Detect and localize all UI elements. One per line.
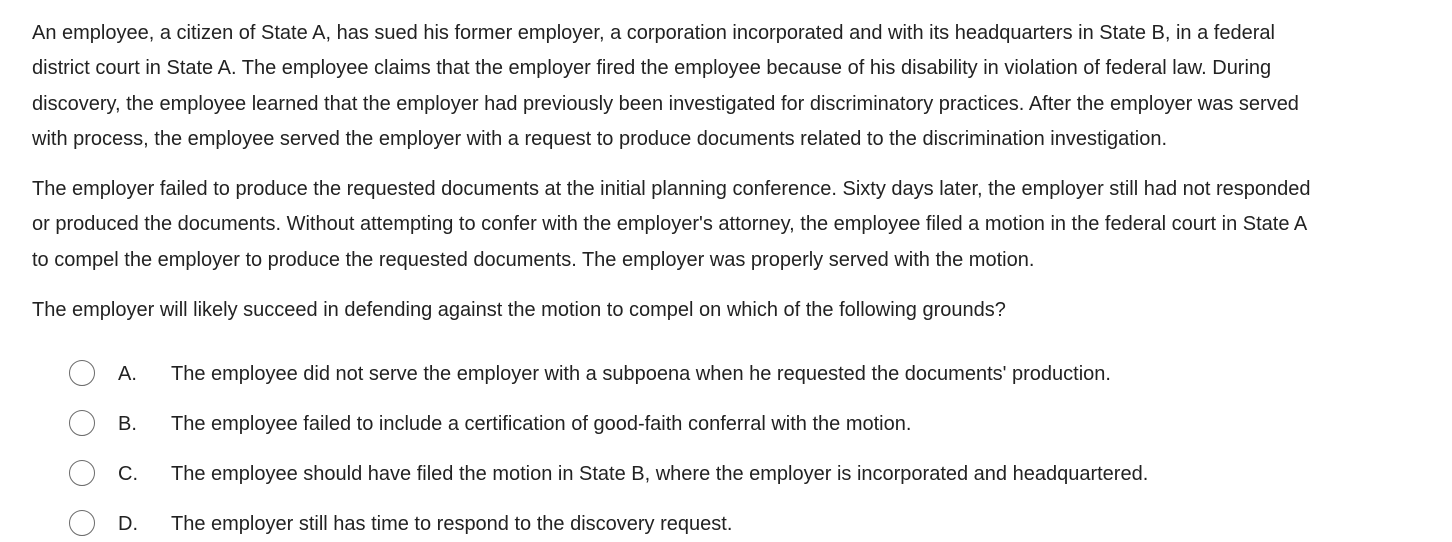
choice-letter: A.	[118, 363, 137, 385]
fact-line: discovery, the employee learned that the employer had previously been investigated for discriminatory practices. After the employer was served	[32, 92, 1299, 115]
fact-line: An employee, a citizen of State A, has sued his former employer, a corporation incorporated and with its headquarters in State B, in a federal	[32, 22, 1275, 44]
fact-line: or produced the documents. Without attempting to confer with the employer's attorney, the employee filed a motion in the federal court in State A	[32, 213, 1308, 236]
choice-text: The employee failed to include a certification of good-faith conferral with the motion.	[171, 413, 912, 435]
answer-choice-d[interactable]	[68, 506, 1368, 542]
radio-button-d[interactable]	[69, 510, 95, 536]
question-prompt	[32, 293, 1448, 328]
choice-letter: D.	[118, 513, 138, 535]
fact-paragraph-1	[32, 16, 1448, 157]
fact-line: district court in State A. The employee claims that the employer fired the employee because of his disability in violation of federal law. During	[32, 57, 1272, 80]
radio-button-c[interactable]	[69, 460, 95, 486]
radio-button-b[interactable]	[69, 410, 95, 436]
fact-line: The employer failed to produce the requested documents at the initial planning conference. Sixty days later, the employer still had not responded	[32, 178, 1311, 201]
choice-letter: C.	[118, 463, 138, 485]
choice-text: The employer still has time to respond to the discovery request.	[171, 513, 733, 535]
radio-button-a[interactable]	[69, 360, 95, 386]
question-stem	[32, 16, 1448, 328]
fact-paragraph-2	[32, 172, 1448, 278]
answer-choice-c[interactable]	[68, 456, 1368, 492]
prompt-line: The employer will likely succeed in defending against the motion to compel on which of the following grounds?	[32, 299, 1006, 322]
answer-choice-a[interactable]	[68, 356, 1368, 392]
fact-line: to compel the employer to produce the requested documents. The employer was properly served with the motion.	[32, 248, 1035, 271]
fact-line: with process, the employee served the employer with a request to produce documents related to the discrimination investigation.	[32, 127, 1168, 150]
choice-text: The employee did not serve the employer with a subpoena when he requested the documents' production.	[171, 363, 1111, 385]
answer-choice-b[interactable]	[68, 406, 1368, 442]
choice-text: The employee should have filed the motion in State B, where the employer is incorporated and headquartered.	[171, 463, 1149, 485]
choice-letter: B.	[118, 413, 137, 435]
